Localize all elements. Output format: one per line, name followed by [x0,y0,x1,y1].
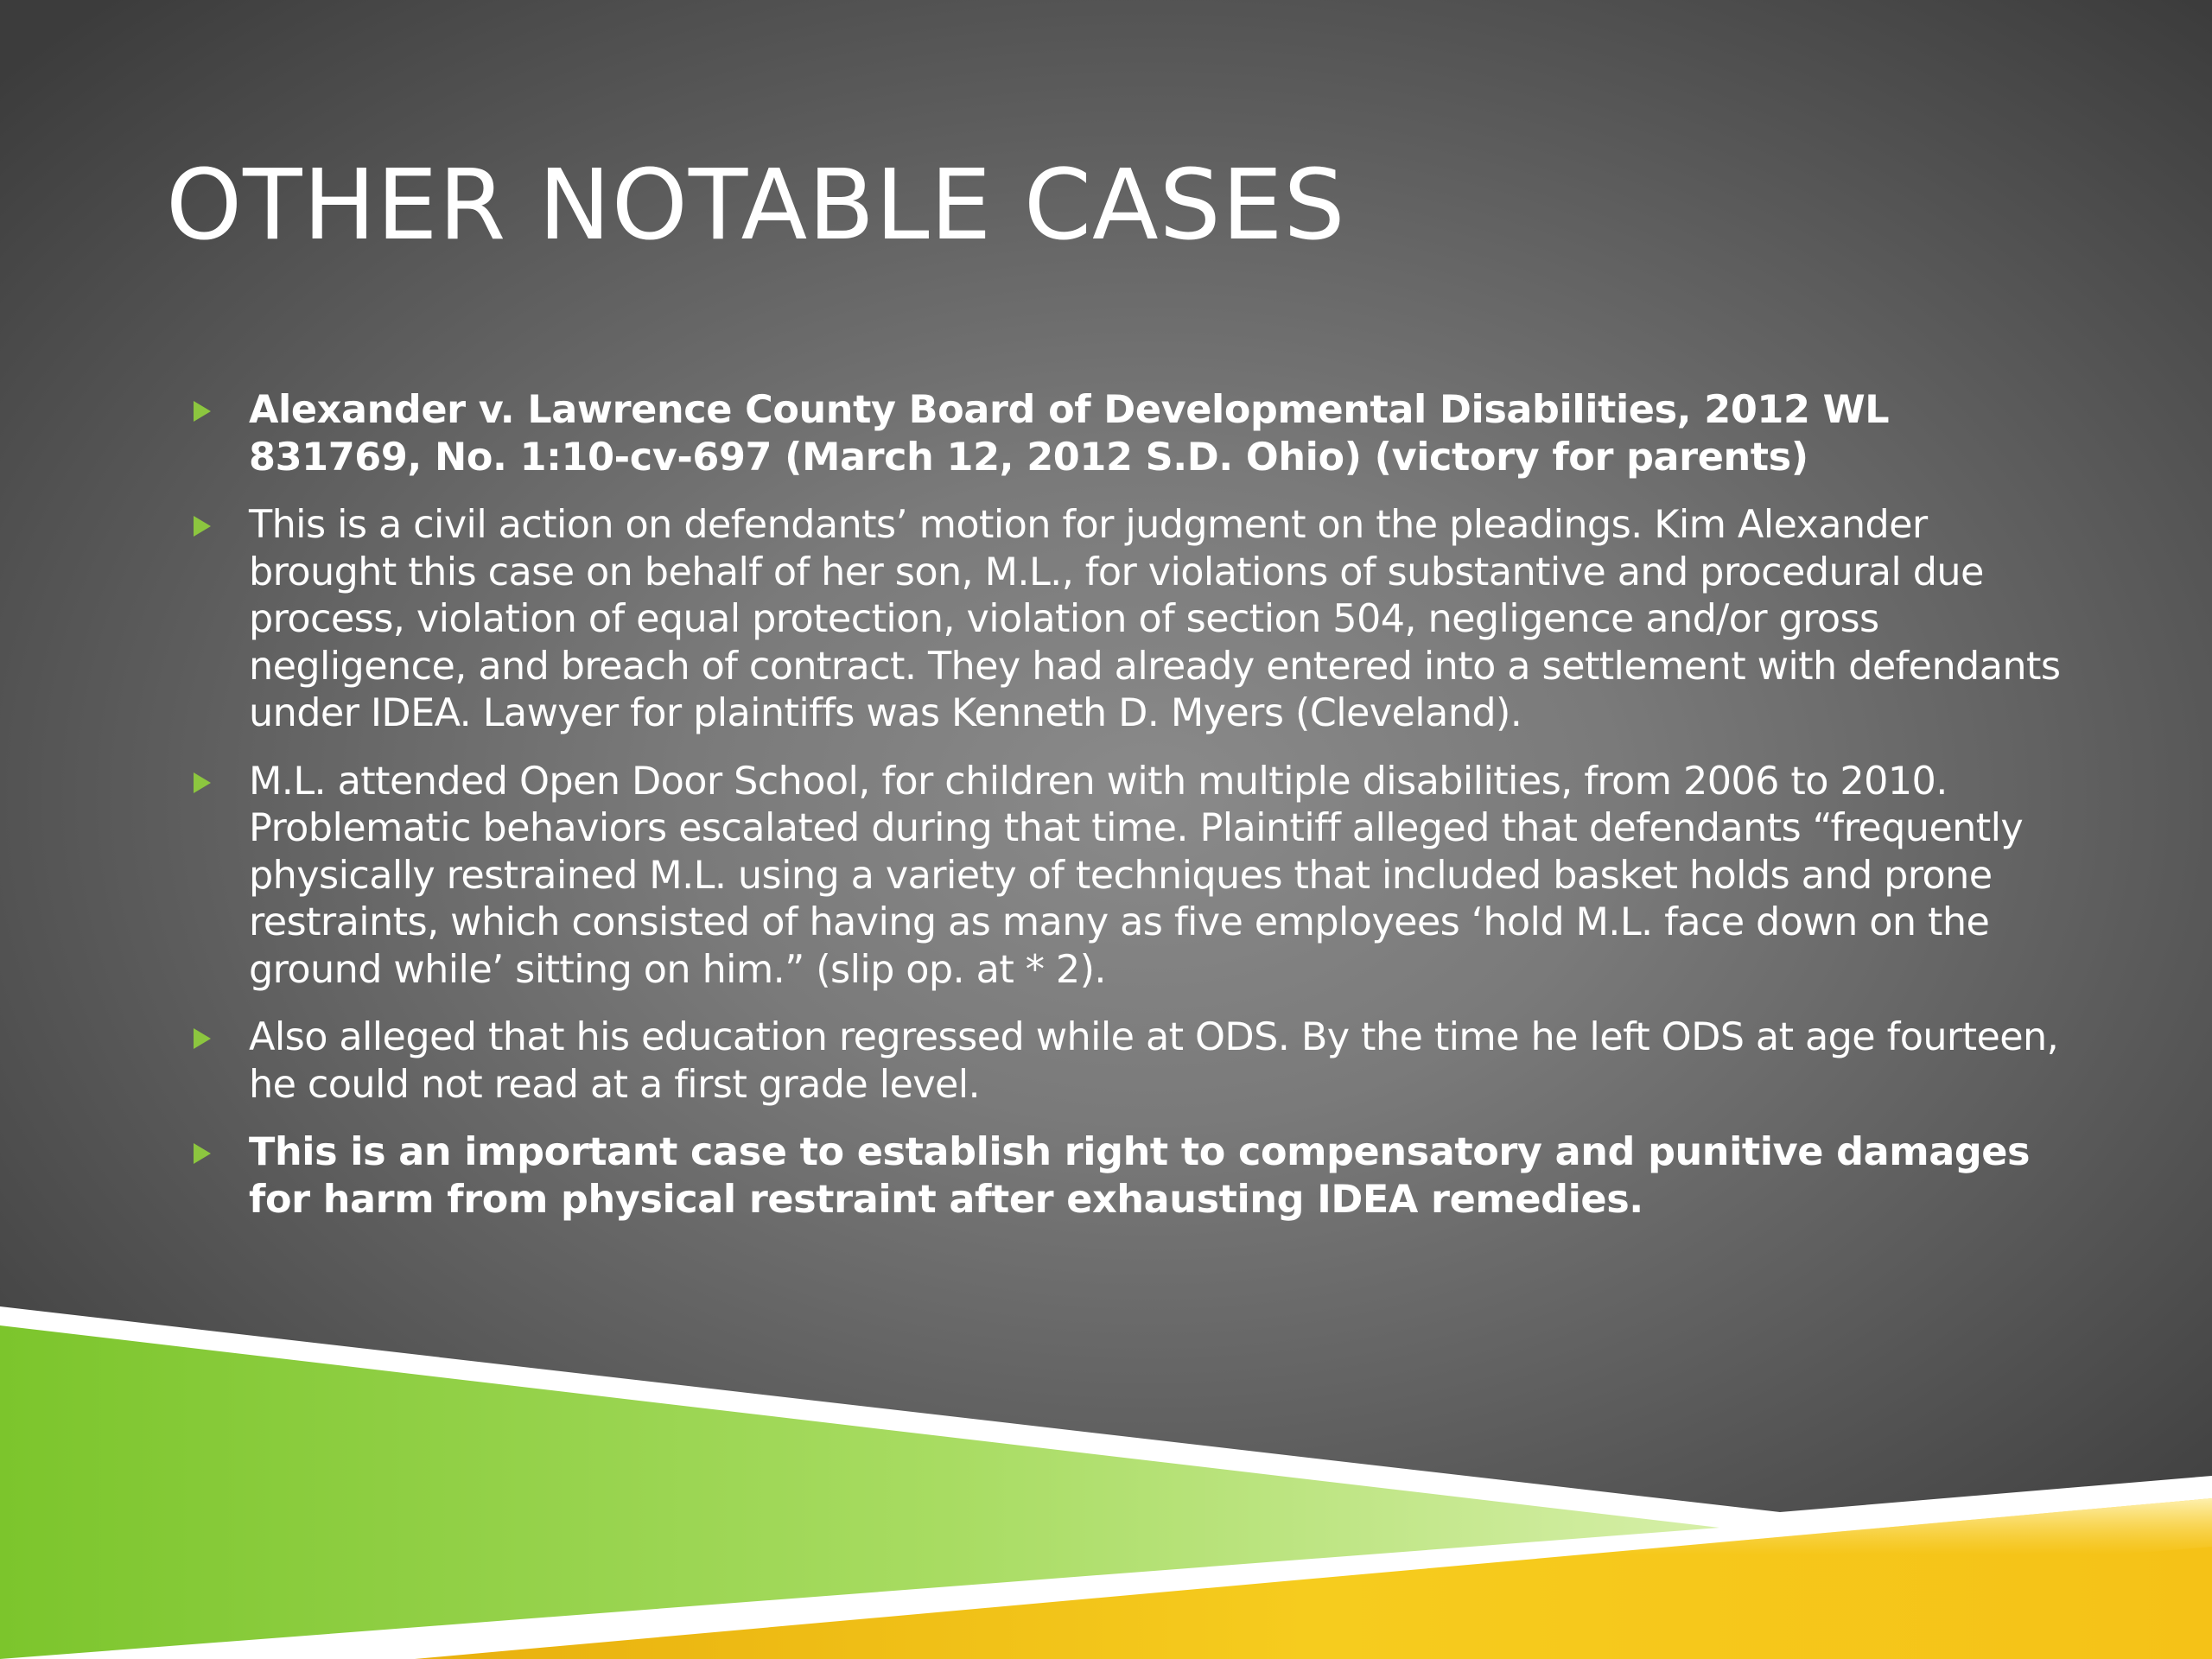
triangle-bullet-icon [194,516,211,537]
bullet-item-education-regressed [188,1014,2063,1109]
triangle-bullet-icon [194,401,211,422]
bullet-item-civil-action [188,502,2063,738]
triangle-bullet-icon [194,772,211,793]
bullet-text: This is an important case to establish right to compensatory and punitive damages for harm from physical restraint after exhausting IDEA remedies. [249,1130,2031,1222]
bullet-text: This is a civil action on defendants’ motion for judgment on the pleadings. Kim Alexander brought this case on behalf of her son, M.L., for violations of substantive and procedural due process, violation of equal protection, violation of section 504, negligence and/or gross negligence, and breach of contract. They had already entered into a settlement with defendants under IDEA. Lawyer for plaintiffs was Kenneth D. Myers (Cleveland). [249,503,2061,735]
bullet-list [188,387,2063,1244]
slide-title: OTHER NOTABLE CASES [166,149,1346,262]
bullet-item-open-door-school [188,759,2063,995]
bullet-text: Also alleged that his education regressed while at ODS. By the time he left ODS at age fourteen, he could not read at a first grade level. [249,1015,2059,1107]
triangle-bullet-icon [194,1028,211,1049]
bullet-item-case-citation [188,387,2063,481]
triangle-bullet-icon [194,1143,211,1164]
bullet-item-important-case [188,1129,2063,1224]
bullet-text: Alexander v. Lawrence County Board of Developmental Disabilities, 2012 WL 831769, No. 1:10-cv-697 (March 12, 2012 S.D. Ohio) (victory for parents) [249,388,1890,480]
bullet-text: M.L. attended Open Door School, for children with multiple disabilities, from 2006 to 2010. Problematic behaviors escalated during that time. Plaintiff alleged that defendants “frequently physically restrained M.L. using a variety of techniques that included basket holds and prone restraints, which consisted of having as many as five employees ‘hold M.L. face down on the ground while’ sitting on him.” (slip op. at * 2). [249,759,2024,992]
